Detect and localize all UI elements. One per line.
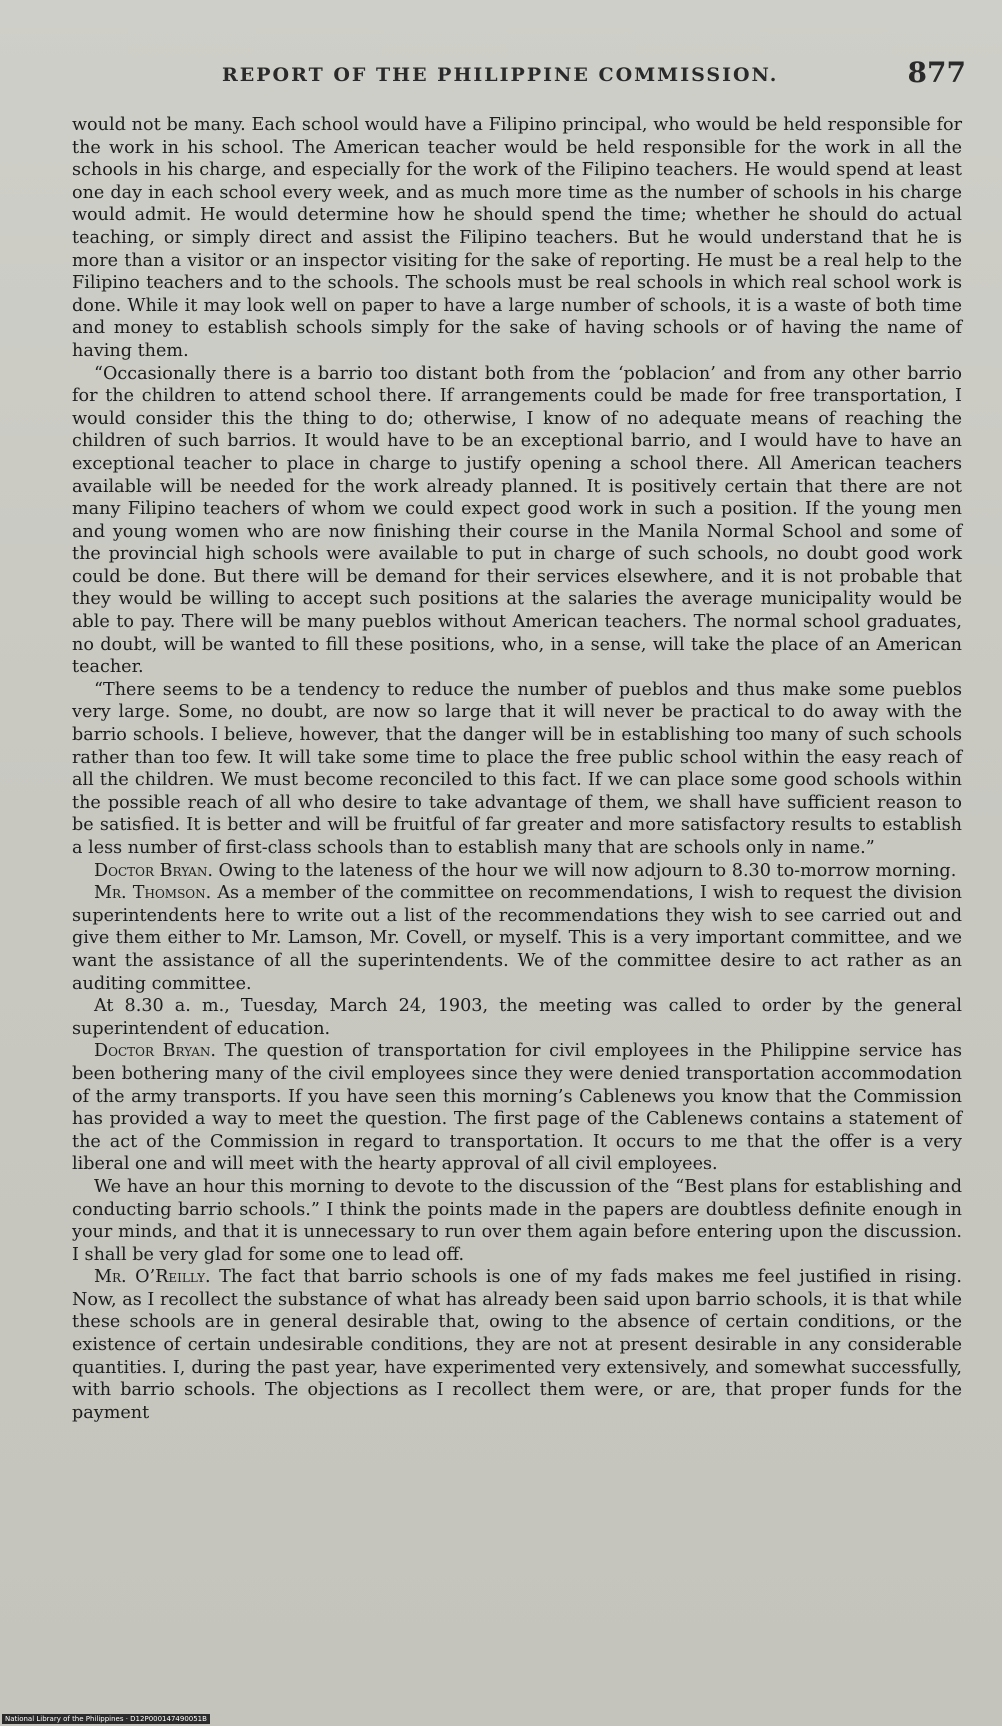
running-header [72, 56, 966, 98]
paragraph [72, 679, 962, 860]
speaker-name: Mr. Thomson. [94, 883, 212, 904]
speaker-name: Doctor Bryan. [94, 860, 213, 881]
paragraph-text: As a member of the committee on recommendations, I wish to request the division superintendents here to write out a list of the recommendations they wish to see carried out and give them either to Mr. Lamson, Mr. Covell, or myself. This is a very important committee, and we want the assistance of all the superintendents. We of the committee desire to act rather as an auditing committee. [72, 883, 962, 994]
page-number: 877 [907, 56, 966, 89]
paragraph-text: The fact that barrio schools is one of my fads makes me feel justified in rising. Now, as I recollect the substance of what has already been said upon barrio schools, it is that while these schools are in general desirable that, owing to the absence of certain conditions, or the existence of certain undesirable conditions, they are not at present desirable in any considerable quantities. I, during the past year, have experimented very extensively, and somewhat successfully, with barrio schools. The objections as I recollect them were, or are, that proper funds for the payment [72, 1267, 963, 1423]
paragraph-text: At 8.30 a. m., Tuesday, March 24, 1903, the meeting was called to order by the general superintendent of education. [72, 996, 962, 1039]
paragraph [72, 882, 962, 995]
paragraph-text: The question of transportation for civil employees in the Philippine service has been bothering many of the civil employees since they were denied transportation accommodation of the army transports. If you have seen this morning’s Cablenews you know that the Commission has provided a way to meet the question. The first page of the Cablenews contains a statement of the act of the Commission in regard to transportation. It occurs to me that the offer is a very liberal one and will meet with the hearty approval of all civil employees. [72, 1041, 962, 1175]
speaker-name: Doctor Bryan. [94, 1041, 216, 1062]
speaker-name: Mr. O’Reilly. [94, 1267, 211, 1288]
paragraph [72, 1266, 962, 1424]
paragraph [72, 1176, 962, 1266]
body-text [72, 114, 962, 1424]
paragraph-text: “There seems to be a tendency to reduce the number of pueblos and thus make some pueblos very large. Some, no doubt, are now so large that it will never be practical to do away with the barrio schools. I believe, however, that the danger will be in establishing too many of such schools rather than too few. It will take some time to place the free public school within the easy reach of all the children. We must become reconciled to this fact. If we can place some good schools within the possible reach of all who desire to take advantage of them, we shall have sufficient reason to be satisfied. It is better and will be fruitful of far greater and more satisfactory results to establish a less number of first-class schools than to establish many that are schools only in name.” [72, 679, 962, 858]
paragraph [72, 363, 962, 679]
library-footer: National Library of the Philippines · D12P000147490051B [2, 1714, 210, 1724]
running-title: REPORT OF THE PHILIPPINE COMMISSION. [222, 64, 779, 86]
paragraph [72, 860, 962, 883]
paragraph-text: would not be many. Each school would have a Filipino principal, who would be held responsible for the work in his school. The American teacher would be held responsible for the work in all the schools in his charge, and especially for the work of the Filipino teachers. He would spend at least one day in each school every week, and as much more time as the number of schools in his charge would admit. He would determine how he should spend the time; whether he should do actual teaching, or simply direct and assist the Filipino teachers. But he would understand that he is more than a visitor or an inspector visiting for the sake of reporting. He must be a real help to the Filipino teachers and to the schools. The schools must be real schools in which real school work is done. While it may look well on paper to have a large number of schools, it is a waste of both time and money to establish schools simply for the sake of having schools or of having the name of having them. [72, 115, 962, 361]
paragraph [72, 995, 962, 1040]
paragraph-text: Owing to the lateness of the hour we will now adjourn to 8.30 to-morrow morning. [212, 860, 957, 881]
paragraph-text: “Occasionally there is a barrio too distant both from the ‘poblacion’ and from any other barrio for the children to attend school there. If arrangements could be made for free transportation, I would consider this the thing to do; otherwise, I know of no adequate means of reaching the children of such barrios. It would have to be an exceptional barrio, and I would have to have an exceptional teacher to place in charge to justify opening a school there. All American teachers available will be needed for the work already planned. It is positively certain that there are not many Filipino teachers of whom we could expect good work in such a position. If the young men and young women who are now finishing their course in the Manila Normal School and some of the provincial high schools were available to put in charge of such schools, no doubt good work could be done. But there will be demand for their services elsewhere, and it is not probable that they would be willing to accept such positions at the salaries the average municipality would be able to pay. There will be many pueblos without American teachers. The normal school graduates, no doubt, will be wanted to fill these positions, who, in a sense, will take the place of an American teacher. [72, 363, 962, 678]
paragraph [72, 114, 962, 363]
paragraph-text: We have an hour this morning to devote to the discussion of the “Best plans for establishing and conducting barrio schools.” I think the points made in the papers are doubtless definite enough in your minds, and that it is unnecessary to run over them again before entering upon the discussion. I shall be very glad for some one to lead off. [72, 1176, 962, 1265]
paragraph [72, 1040, 962, 1176]
